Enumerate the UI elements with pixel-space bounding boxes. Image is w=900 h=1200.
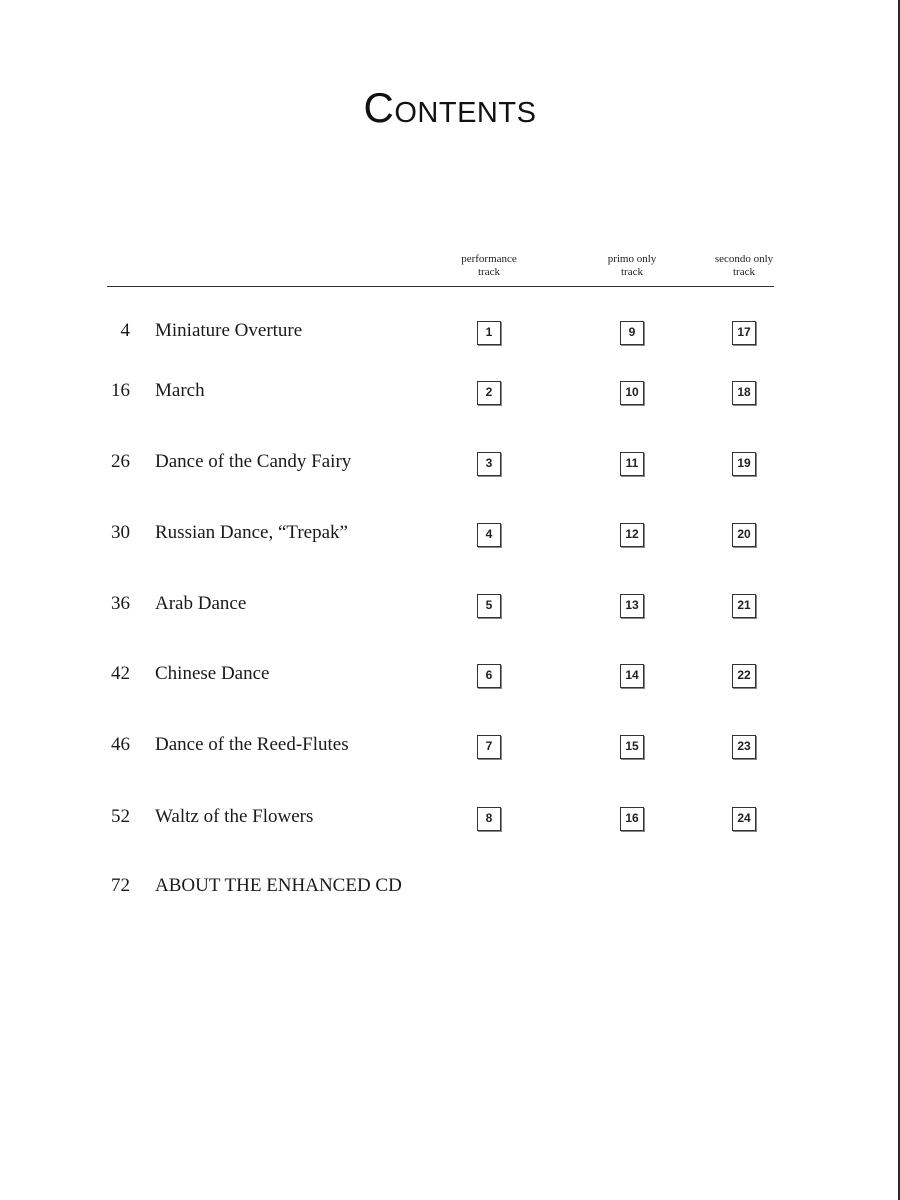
- primo-track-number: 9: [620, 321, 644, 345]
- page-title: Contents: [363, 84, 537, 131]
- header-divider: [107, 286, 774, 287]
- performance-track-number: 3: [477, 452, 501, 476]
- column-header-secondo-line1: secondo only: [714, 253, 774, 265]
- page-number: 26: [111, 451, 130, 472]
- contents-row: [0, 585, 900, 625]
- secondo-track-number: 20: [732, 523, 756, 547]
- contents-row: [0, 798, 900, 838]
- primo-track-number: 12: [620, 523, 644, 547]
- contents-row: [0, 312, 900, 352]
- secondo-track-number: 24: [732, 807, 756, 831]
- page-number: 42: [111, 663, 130, 684]
- secondo-track-number: 23: [732, 735, 756, 759]
- piece-title: Dance of the Reed-Flutes: [155, 734, 349, 755]
- performance-track-number: 7: [477, 735, 501, 759]
- column-header-primo-line1: primo only: [607, 253, 657, 265]
- page-number: 16: [111, 380, 130, 401]
- primo-track-number: 16: [620, 807, 644, 831]
- contents-row: [0, 655, 900, 695]
- column-header-secondo-line2: track: [733, 266, 755, 278]
- performance-track-number: 5: [477, 594, 501, 618]
- primo-track-number: 15: [620, 735, 644, 759]
- secondo-track-number: 17: [732, 321, 756, 345]
- piece-title: Waltz of the Flowers: [155, 806, 314, 827]
- page-number: 52: [111, 806, 130, 827]
- primo-track-number: 11: [620, 452, 644, 476]
- piece-title: Russian Dance, “Trepak”: [155, 522, 348, 543]
- column-header-secondo: [689, 253, 799, 279]
- performance-track-number: 8: [477, 807, 501, 831]
- piece-title: Miniature Overture: [155, 320, 303, 341]
- column-header-primo-line2: track: [621, 266, 643, 278]
- secondo-track-number: 21: [732, 594, 756, 618]
- page-number: 72: [111, 875, 130, 896]
- contents-row: [0, 867, 900, 907]
- page-number: 30: [111, 522, 130, 543]
- column-header-primo: [577, 253, 687, 279]
- performance-track-number: 2: [477, 381, 501, 405]
- page-number: 4: [120, 320, 130, 341]
- secondo-track-number: 22: [732, 664, 756, 688]
- performance-track-number: 6: [477, 664, 501, 688]
- piece-title: Arab Dance: [155, 593, 247, 614]
- column-header-performance-line1: performance: [461, 253, 517, 265]
- primo-track-number: 14: [620, 664, 644, 688]
- secondo-track-number: 18: [732, 381, 756, 405]
- column-header-performance: [434, 253, 544, 279]
- contents-row: [0, 443, 900, 483]
- page-number: 46: [111, 734, 130, 755]
- column-header-performance-line2: track: [478, 266, 500, 278]
- secondo-track-number: 19: [732, 452, 756, 476]
- performance-track-number: 4: [477, 523, 501, 547]
- primo-track-number: 13: [620, 594, 644, 618]
- contents-row: [0, 514, 900, 554]
- piece-title: Chinese Dance: [155, 663, 270, 684]
- page-number: 36: [111, 593, 130, 614]
- piece-title: March: [155, 380, 205, 401]
- piece-title: ABOUT THE ENHANCED CD: [155, 875, 402, 896]
- contents-row: [0, 726, 900, 766]
- primo-track-number: 10: [620, 381, 644, 405]
- piece-title: Dance of the Candy Fairy: [155, 451, 352, 472]
- performance-track-number: 1: [477, 321, 501, 345]
- contents-row: [0, 372, 900, 412]
